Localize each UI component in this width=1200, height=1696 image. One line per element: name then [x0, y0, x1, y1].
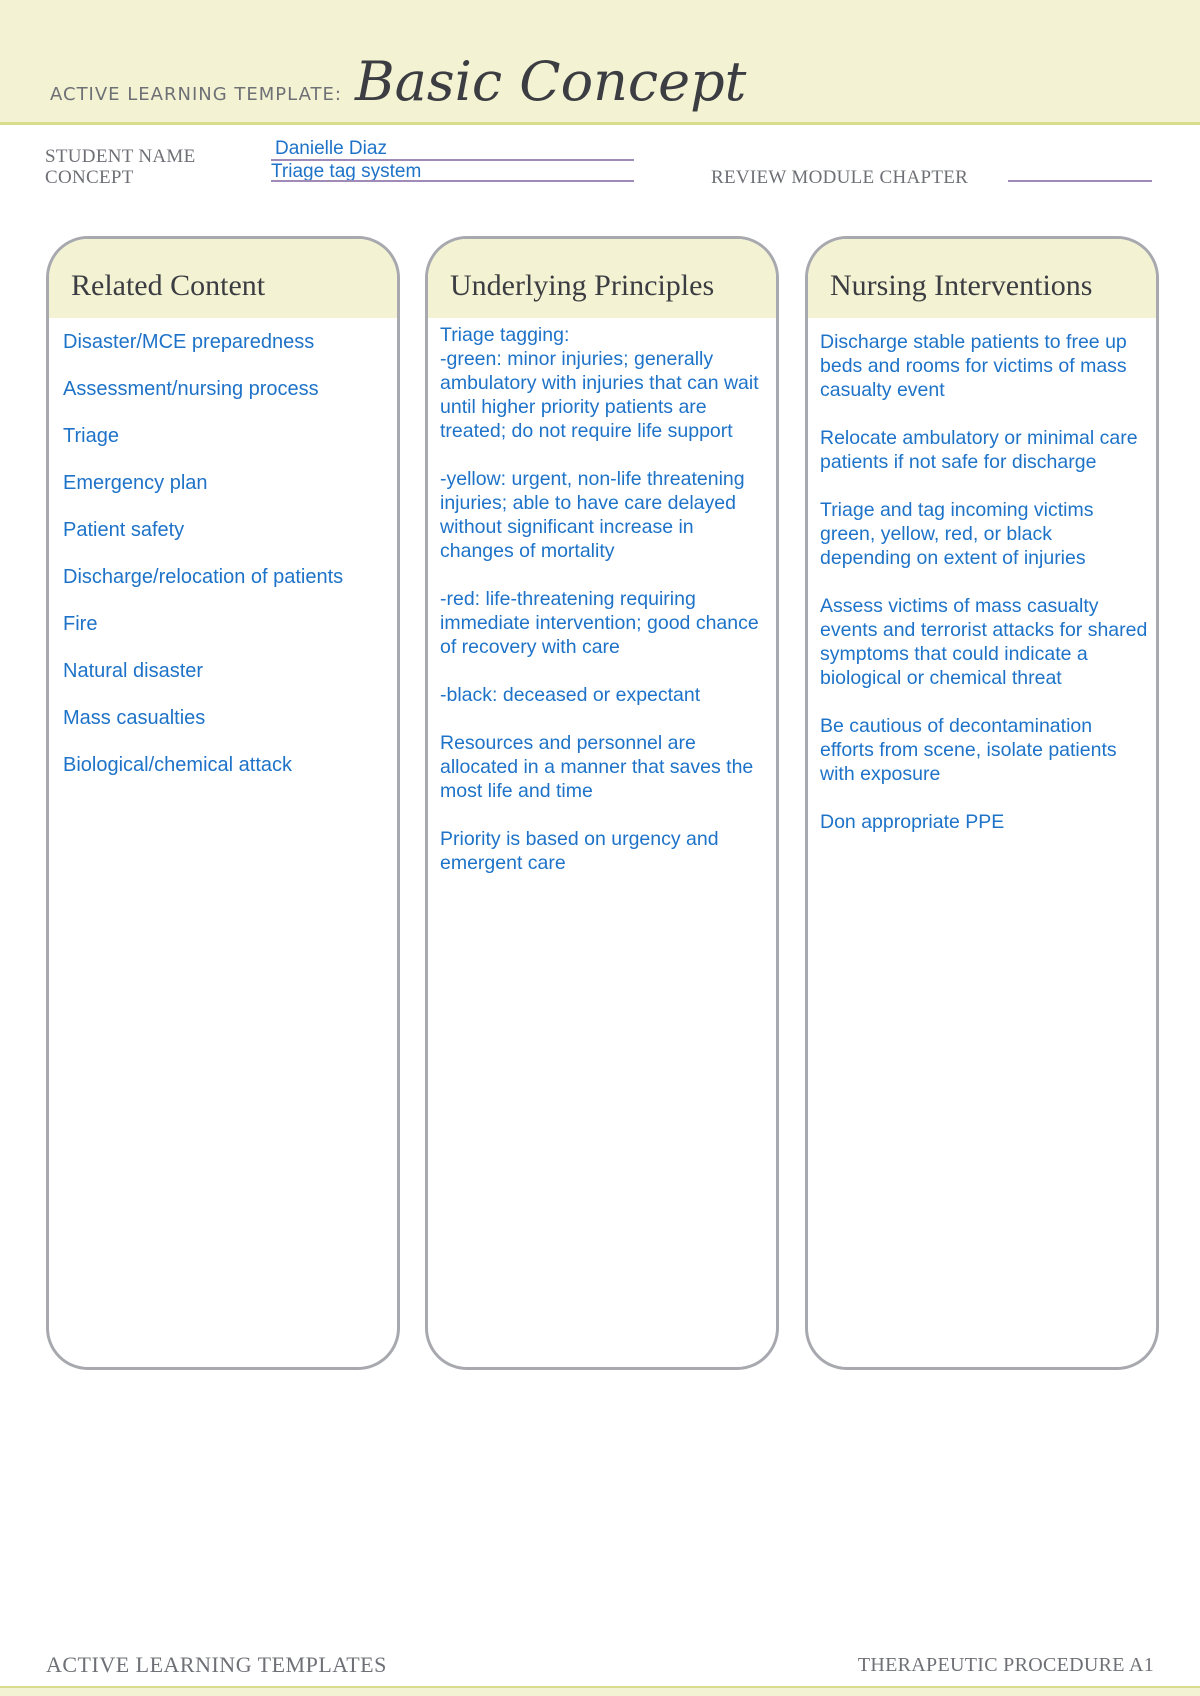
- review-chapter-label: REVIEW MODULE CHAPTER: [711, 167, 969, 188]
- intervention-paragraph: Be cautious of decontamination efforts from scene, isolate patients with exposure: [820, 715, 1117, 785]
- nursing-interventions-card: [805, 236, 1159, 1370]
- underlying-principles-card: [425, 236, 779, 1370]
- related-content-list: [49, 318, 397, 777]
- list-item: Discharge/relocation of patients: [63, 566, 344, 588]
- list-item: Natural disaster: [63, 660, 204, 682]
- list-item: Disaster/MCE preparedness: [63, 331, 315, 353]
- principle-paragraph: Triage tagging: -green: minor injuries; generally ambulatory with injuries that can wait until higher priority patients are treated; do not require life support: [440, 324, 759, 442]
- template-title: Basic Concept: [355, 50, 747, 113]
- principle-paragraph: Resources and personnel are allocated in a manner that saves the most life and time: [440, 732, 754, 802]
- intervention-paragraph: Assess victims of mass casualty events and terrorist attacks for shared symptoms that could indicate a biological or chemical threat: [820, 595, 1148, 689]
- principle-paragraph: -yellow: urgent, non-life threatening injuries; able to have care delayed without significant increase in changes of mortality: [440, 468, 745, 562]
- related-content-heading: Related Content: [49, 239, 397, 318]
- nursing-interventions-heading: Nursing Interventions: [808, 239, 1156, 318]
- related-content-card: [46, 236, 400, 1370]
- intervention-paragraph: Discharge stable patients to free up beds and rooms for victims of mass casualty event: [820, 331, 1127, 401]
- list-item: Patient safety: [63, 519, 185, 541]
- principle-paragraph: Priority is based on urgency and emergent care: [440, 828, 719, 874]
- list-item: Emergency plan: [63, 472, 208, 494]
- header-band: [0, 0, 1200, 125]
- underlying-principles-body: [428, 318, 776, 875]
- list-item: Assessment/nursing process: [63, 378, 319, 400]
- concept-label: CONCEPT: [45, 167, 134, 188]
- underlying-principles-heading: Underlying Principles: [428, 239, 776, 318]
- concept-value[interactable]: Triage tag system: [271, 161, 422, 182]
- student-name-label: STUDENT NAME: [45, 146, 196, 167]
- principle-paragraph: -black: deceased or expectant: [440, 684, 701, 706]
- footer-right-label: THERAPEUTIC PROCEDURE A1: [857, 1654, 1154, 1676]
- list-item: Triage: [63, 425, 119, 447]
- list-item: Mass casualties: [63, 707, 206, 729]
- student-name-value[interactable]: Danielle Diaz: [275, 138, 387, 159]
- principle-paragraph: -red: life-threatening requiring immediate intervention; good chance of recovery with care: [440, 588, 759, 658]
- nursing-interventions-body: [808, 318, 1156, 834]
- footer-band: [0, 1686, 1200, 1696]
- review-chapter-underline: [1008, 180, 1152, 182]
- list-item: Biological/chemical attack: [63, 754, 292, 776]
- concept-underline: [271, 180, 634, 182]
- intervention-paragraph: Don appropriate PPE: [820, 811, 1005, 833]
- intervention-paragraph: Triage and tag incoming victims green, yellow, red, or black depending on extent of injuries: [820, 499, 1094, 569]
- footer-left-label: ACTIVE LEARNING TEMPLATES: [46, 1652, 387, 1677]
- intervention-paragraph: Relocate ambulatory or minimal care patients if not safe for discharge: [820, 427, 1138, 473]
- list-item: Fire: [63, 613, 98, 635]
- template-label: ACTIVE LEARNING TEMPLATE:: [50, 84, 342, 105]
